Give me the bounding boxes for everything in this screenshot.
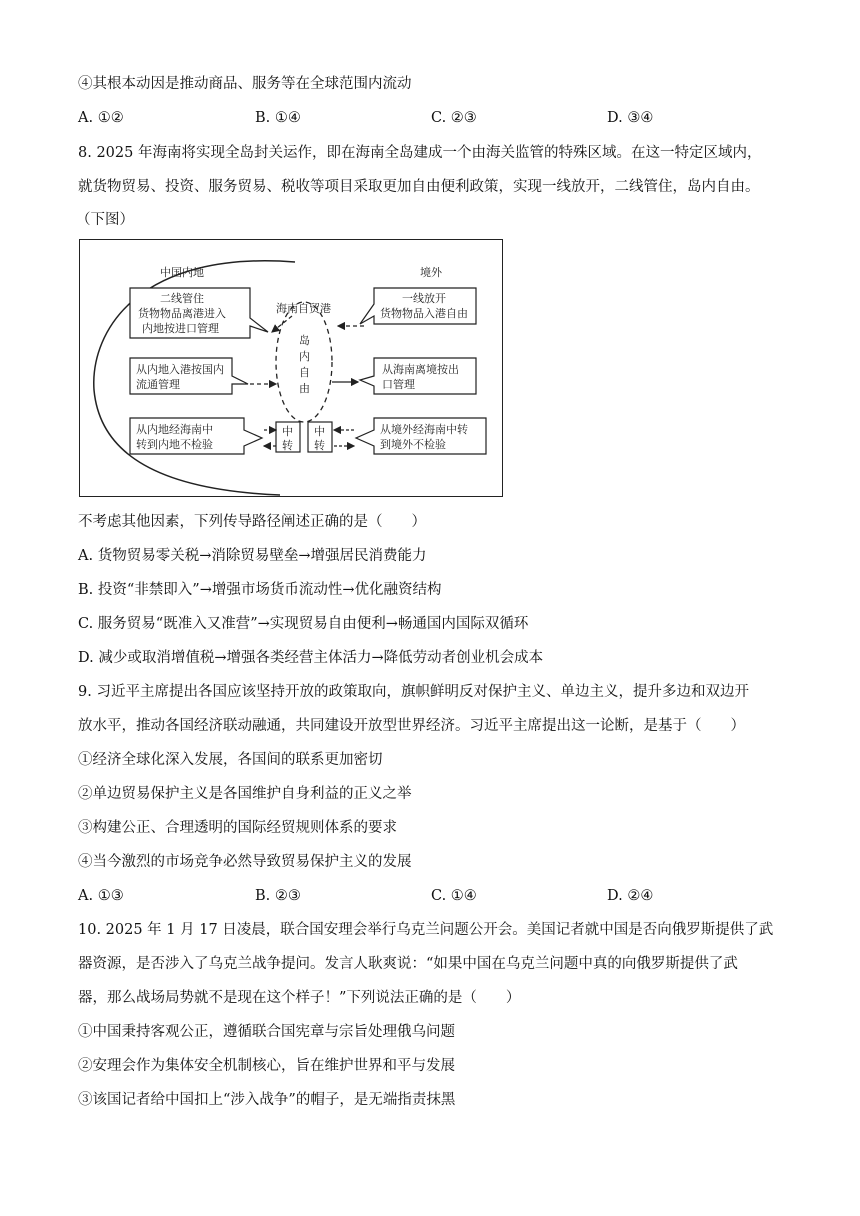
q10-stem-line-3: 器，那么战场局势就不是现在这个样子！”下列说法正确的是（ ）: [78, 990, 521, 1006]
q9-option-a[interactable]: A. ①③: [78, 888, 124, 904]
box-br-line-2: 到境外不检验: [380, 438, 446, 451]
diagram-svg: [80, 240, 504, 498]
box-bl-line-1: 从内地经海南中: [136, 423, 213, 436]
q7-option-d[interactable]: D. ③④: [607, 110, 654, 126]
label-island-3: 自: [299, 366, 310, 379]
box-mr-line-1: 从海南离境按出: [382, 363, 459, 376]
box-br-line-1: 从境外经海南中转: [380, 423, 468, 436]
q7-item-4: ④其根本动因是推动商品、服务等在全球范围内流动: [78, 76, 412, 92]
label-mainland: 中国内地: [160, 266, 204, 279]
q8-stem-line-2: 就货物贸易、投资、服务贸易、税收等项目采取更加自由便利政策，实现一线放开，二线管住，岛内自由。: [78, 179, 760, 195]
box-tl-line-3: 内地按进口管理: [142, 322, 219, 335]
transit-2-bottom: 转: [314, 439, 325, 452]
box-tl-line-2: 货物物品离港进入: [138, 307, 226, 320]
box-tr-line-1: 一线放开: [402, 292, 446, 305]
label-island-4: 由: [299, 382, 310, 395]
label-port: 海南自贸港: [276, 302, 331, 315]
q9-item-2: ②单边贸易保护主义是各国维护自身利益的正义之举: [78, 786, 412, 802]
q9-item-4: ④当今激烈的市场竞争必然导致贸易保护主义的发展: [78, 854, 412, 870]
q10-item-1: ①中国秉持客观公正，遵循联合国宪章与宗旨处理俄乌问题: [78, 1024, 455, 1040]
box-ml-line-2: 流通管理: [136, 378, 180, 391]
q9-option-c[interactable]: C. ①④: [431, 888, 477, 904]
q7-option-c[interactable]: C. ②③: [431, 110, 477, 126]
q8-stem-line-1: 8. 2025 年海南将实现全岛封关运作，即在海南全岛建成一个由海关监管的特殊区域。在这一特定区域内，: [78, 145, 762, 161]
hainan-ftp-diagram: [79, 239, 503, 497]
box-bl-line-2: 转到内地不检验: [136, 438, 213, 451]
q9-item-3: ③构建公正、合理透明的国际经贸规则体系的要求: [78, 820, 397, 836]
q10-stem-line-1: 10. 2025 年 1 月 17 日凌晨，联合国安理会举行乌克兰问题公开会。美国记者就中国是否向俄罗斯提供了武: [78, 922, 774, 938]
box-tr-line-2: 货物物品入港自由: [380, 307, 468, 320]
q9-stem-line-2: 放水平，推动各国经济联动融通，共同建设开放型世界经济。习近平主席提出这一论断，是基于（ ）: [78, 718, 745, 734]
label-island-2: 内: [299, 350, 310, 363]
transit-1-top: 中: [282, 425, 293, 438]
q10-item-3: ③该国记者给中国扣上“涉入战争”的帽子，是无端指责抹黑: [78, 1092, 456, 1108]
transit-2-top: 中: [314, 425, 325, 438]
q8-option-c[interactable]: C. 服务贸易“既准入又准营”→实现贸易自由便利→畅通国内国际双循环: [78, 616, 529, 632]
q7-option-a[interactable]: A. ①②: [78, 110, 124, 126]
q8-option-b[interactable]: B. 投资“非禁即入”→增强市场货币流动性→优化融资结构: [78, 582, 442, 598]
label-abroad: 境外: [420, 266, 442, 279]
label-island-1: 岛: [299, 334, 310, 347]
q9-item-1: ①经济全球化深入发展，各国间的联系更加密切: [78, 752, 383, 768]
q8-option-a[interactable]: A. 货物贸易零关税→消除贸易壁垒→增强居民消费能力: [78, 548, 427, 564]
q8-question: 不考虑其他因素，下列传导路径阐述正确的是（ ）: [78, 514, 426, 530]
q9-stem-line-1: 9. 习近平主席提出各国应该坚持开放的政策取向，旗帜鲜明反对保护主义、单边主义，提升多边和双边开: [78, 684, 749, 700]
q10-stem-line-2: 器资源，是否涉入了乌克兰战争提问。发言人耿爽说：“如果中国在乌克兰问题中真的向俄罗斯提供了武: [78, 956, 738, 972]
box-ml-line-1: 从内地入港按国内: [136, 363, 224, 376]
q8-option-d[interactable]: D. 减少或取消增值税→增强各类经营主体活力→降低劳动者创业机会成本: [78, 650, 544, 666]
q9-option-b[interactable]: B. ②③: [255, 888, 301, 904]
box-mr-line-2: 口管理: [382, 378, 415, 391]
q9-option-d[interactable]: D. ②④: [607, 888, 654, 904]
q8-stem-line-3: （下图）: [76, 212, 134, 228]
transit-1-bottom: 转: [282, 439, 293, 452]
q7-option-b[interactable]: B. ①④: [255, 110, 301, 126]
q10-item-2: ②安理会作为集体安全机制核心，旨在维护世界和平与发展: [78, 1058, 455, 1074]
box-tl-line-1: 二线管住: [160, 292, 204, 305]
